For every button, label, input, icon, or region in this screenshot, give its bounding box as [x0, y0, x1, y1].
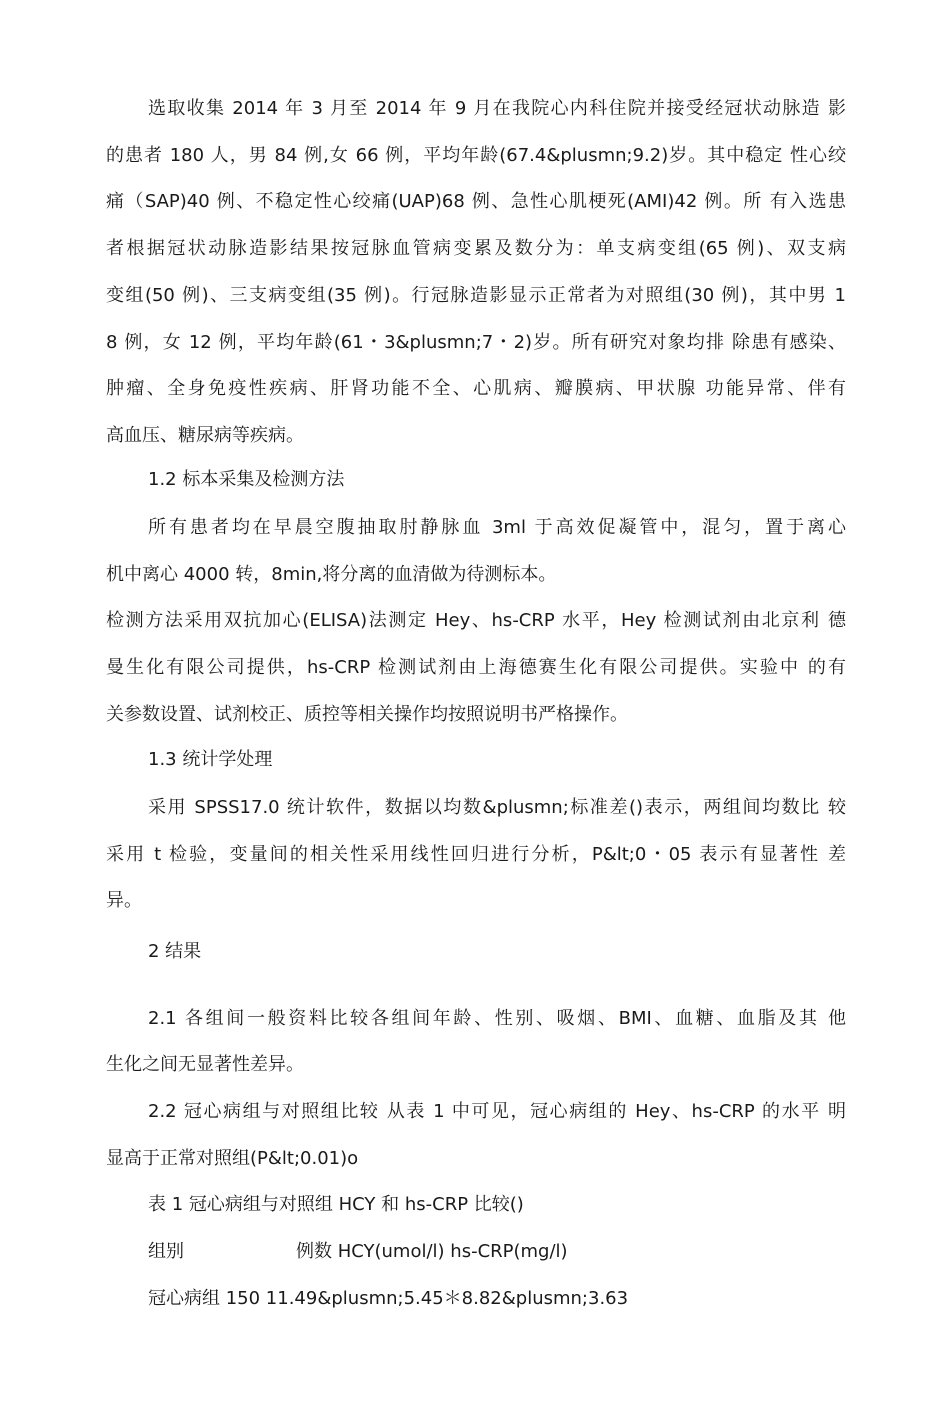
- paragraph-1-line-5: 变组(50 例)、三支病变组(35 例)。行冠脉造影显示正常者为对照组(30 例)，其中男 1: [106, 285, 846, 306]
- paragraph-1-line-3: 痛（SAP)40 例、不稳定性心绞痛(UAP)68 例、急性心肌梗死(AMI)42 例。所 有入选患: [106, 191, 846, 212]
- table-row: 冠心病组 150 11.49&plusmn;5.45＊8.82&plusmn;3.63: [148, 1288, 629, 1309]
- paragraph-4-line-3: 异。: [106, 890, 142, 911]
- paragraph-2-line-2: 机中离心 4000 转，8min,将分离的血清做为待测标本。: [106, 564, 557, 585]
- section-heading-1-3: 1.3 统计学处理: [148, 749, 273, 770]
- paragraph-3-line-1: 检测方法采用双抗加心(ELISA)法测定 Hey、hs-CRP 水平，Hey 检测试剂由北京利 德: [106, 610, 846, 631]
- paragraph-3-line-2: 曼生化有限公司提供，hs-CRP 检测试剂由上海德赛生化有限公司提供。实验中 的有: [106, 657, 846, 678]
- paragraph-1-line-2: 的患者 180 人，男 84 例,女 66 例，平均年龄(67.4&plusmn;9.2)岁。其中稳定 性心绞: [106, 145, 846, 166]
- paragraph-5-line-2: 生化之间无显著性差异。: [106, 1054, 304, 1075]
- section-heading-2: 2 结果: [148, 941, 202, 962]
- paragraph-1-line-7: 肿瘤、全身免疫性疾病、肝肾功能不全、心肌病、瓣膜病、甲状腺 功能异常、伴有: [106, 378, 846, 399]
- paragraph-1-line-8: 高血压、糖尿病等疾病。: [106, 425, 304, 446]
- paragraph-5-line-1: 2.1 各组间一般资料比较各组间年龄、性别、吸烟、BMI、血糖、血脂及其 他: [148, 1008, 846, 1029]
- paragraph-1-line-4: 者根据冠状动脉造影结果按冠脉血管病变累及数分为：单支病变组(65 例)、双支病: [106, 238, 846, 259]
- table-header-columns: 例数 HCY(umol/l) hs-CRP(mg/l): [296, 1241, 568, 1262]
- paragraph-2-line-1: 所有患者均在早晨空腹抽取肘静脉血 3ml 于高效促凝管中，混匀，置于离心: [148, 517, 846, 538]
- paragraph-1-line-6: 8 例，女 12 例，平均年龄(61・3&plusmn;7・2)岁。所有研究对象均排 除患有感染、: [106, 332, 846, 353]
- table-caption: 表 1 冠心病组与对照组 HCY 和 hs-CRP 比较(): [148, 1194, 524, 1215]
- paragraph-1-line-1: 选取收集 2014 年 3 月至 2014 年 9 月在我院心内科住院并接受经冠状动脉造 影: [148, 98, 846, 119]
- section-heading-1-2: 1.2 标本采集及检测方法: [148, 469, 345, 490]
- paragraph-6-line-1: 2.2 冠心病组与对照组比较 从表 1 中可见，冠心病组的 Hey、hs-CRP 的水平 明: [148, 1101, 846, 1122]
- paragraph-3-line-3: 关参数设置、试剂校正、质控等相关操作均按照说明书严格操作。: [106, 704, 628, 725]
- table-header-group: 组别: [148, 1241, 184, 1262]
- paragraph-4-line-2: 采用 t 检验，变量间的相关性采用线性回归进行分析，P&lt;0・05 表示有显著性 差: [106, 844, 846, 865]
- paragraph-4-line-1: 采用 SPSS17.0 统计软件，数据以均数&plusmn;标准差()表示，两组间均数比 较: [148, 797, 846, 818]
- paragraph-6-line-2: 显高于正常对照组(P&lt;0.01)o: [106, 1148, 359, 1169]
